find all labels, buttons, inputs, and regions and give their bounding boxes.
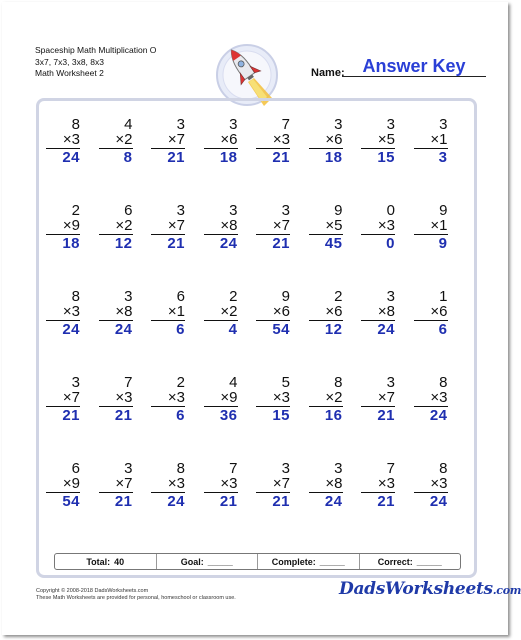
answer: 4 bbox=[228, 321, 238, 338]
multiplicand: 2 bbox=[334, 288, 343, 305]
problem bbox=[46, 461, 80, 509]
answer: 21 bbox=[167, 149, 185, 166]
problem bbox=[151, 117, 185, 165]
worksheet-number: Math Worksheet 2 bbox=[35, 68, 104, 78]
answer: 18 bbox=[324, 149, 343, 166]
multiplier: ×3 bbox=[62, 131, 80, 148]
answer: 9 bbox=[438, 235, 448, 252]
complete-value: _____ bbox=[319, 556, 345, 567]
answer: 6 bbox=[176, 407, 185, 424]
logo-suffix: .com bbox=[492, 584, 521, 597]
answer: 0 bbox=[386, 235, 395, 252]
problem bbox=[204, 289, 238, 337]
problem bbox=[414, 117, 448, 165]
answer: 8 bbox=[123, 149, 133, 166]
problem bbox=[309, 461, 343, 509]
problem bbox=[204, 203, 238, 251]
multiplier: ×1 bbox=[430, 217, 448, 234]
multiplier: ×6 bbox=[220, 131, 238, 148]
multiplicand: 9 bbox=[281, 288, 290, 305]
multiplicand: 8 bbox=[71, 116, 80, 133]
problem bbox=[204, 117, 238, 165]
multiplicand: 6 bbox=[124, 202, 133, 219]
problem bbox=[414, 203, 448, 251]
problem bbox=[309, 289, 343, 337]
total-cell bbox=[55, 554, 156, 569]
multiplicand: 3 bbox=[281, 202, 290, 219]
multiplicand: 3 bbox=[439, 116, 448, 133]
name-label: Name: bbox=[311, 67, 345, 79]
multiplier: ×9 bbox=[62, 217, 80, 234]
problem bbox=[361, 203, 395, 251]
answer: 12 bbox=[114, 235, 133, 252]
multiplier: ×7 bbox=[167, 131, 185, 148]
usage-line: These Math Worksheets are provided for personal, homeschool or classroom use. bbox=[36, 595, 236, 601]
answer: 21 bbox=[272, 235, 290, 252]
multiplicand: 4 bbox=[229, 374, 238, 391]
problem bbox=[46, 289, 80, 337]
correct-cell[interactable] bbox=[359, 554, 461, 569]
multiplier: ×3 bbox=[430, 475, 448, 492]
name-field[interactable] bbox=[342, 56, 486, 77]
correct-value: _____ bbox=[416, 556, 442, 567]
problem bbox=[256, 289, 290, 337]
answer: 18 bbox=[219, 149, 238, 166]
multiplier: ×3 bbox=[272, 131, 290, 148]
multiplicand: 0 bbox=[386, 202, 395, 219]
problem bbox=[256, 461, 290, 509]
multiplier: ×1 bbox=[167, 303, 185, 320]
answer: 15 bbox=[377, 149, 395, 166]
answer: 24 bbox=[429, 407, 448, 424]
worksheet-title: Spaceship Math Multiplication O bbox=[35, 45, 157, 55]
multiplier: ×2 bbox=[325, 389, 343, 406]
multiplier: ×9 bbox=[62, 475, 80, 492]
multiplier: ×7 bbox=[272, 475, 290, 492]
multiplier: ×5 bbox=[377, 131, 395, 148]
multiplier: ×2 bbox=[115, 131, 133, 148]
problem bbox=[46, 117, 80, 165]
answer: 3 bbox=[438, 149, 448, 166]
multiplier: ×6 bbox=[325, 131, 343, 148]
problem bbox=[99, 203, 133, 251]
multiplier: ×6 bbox=[430, 303, 448, 320]
logo-text: DadsWorksheets bbox=[339, 579, 493, 599]
answer: 24 bbox=[62, 321, 80, 338]
answer: 18 bbox=[62, 235, 80, 252]
multiplicand: 3 bbox=[281, 460, 290, 477]
correct-label: Correct: bbox=[377, 556, 413, 567]
multiplier: ×3 bbox=[272, 389, 290, 406]
multiplicand: 3 bbox=[386, 288, 395, 305]
answer: 24 bbox=[62, 149, 80, 166]
multiplicand: 3 bbox=[229, 202, 238, 219]
answer: 21 bbox=[114, 407, 133, 424]
multiplicand: 5 bbox=[281, 374, 290, 391]
multiplicand: 2 bbox=[71, 202, 80, 219]
answer: 12 bbox=[324, 321, 343, 338]
multiplicand: 3 bbox=[176, 202, 185, 219]
answer: 54 bbox=[272, 321, 290, 338]
problem bbox=[256, 117, 290, 165]
multiplier: ×7 bbox=[272, 217, 290, 234]
multiplier: ×3 bbox=[167, 389, 185, 406]
multiplicand: 6 bbox=[71, 460, 80, 477]
answer: 21 bbox=[272, 493, 290, 510]
copyright-notice bbox=[36, 588, 236, 602]
multiplicand: 6 bbox=[176, 288, 185, 305]
answer: 21 bbox=[114, 493, 133, 510]
answer: 21 bbox=[272, 149, 290, 166]
total-label: Total: bbox=[86, 556, 111, 567]
problem bbox=[309, 203, 343, 251]
score-footer bbox=[54, 553, 461, 570]
multiplicand: 8 bbox=[71, 288, 80, 305]
answer: 24 bbox=[429, 493, 448, 510]
multiplicand: 9 bbox=[439, 202, 448, 219]
problem bbox=[414, 461, 448, 509]
multiplicand: 3 bbox=[386, 374, 395, 391]
multiplier: ×7 bbox=[167, 217, 185, 234]
multiplicand: 1 bbox=[439, 288, 448, 305]
problem bbox=[361, 117, 395, 165]
multiplier: ×8 bbox=[325, 475, 343, 492]
problem bbox=[256, 375, 290, 423]
answer: 16 bbox=[324, 407, 343, 424]
answer: 24 bbox=[167, 493, 185, 510]
multiplier: ×1 bbox=[430, 131, 448, 148]
answer: 24 bbox=[324, 493, 343, 510]
multiplier: ×3 bbox=[377, 217, 395, 234]
dadsworksheets-logo[interactable] bbox=[339, 579, 521, 599]
worksheet-header bbox=[35, 45, 156, 80]
answer: 21 bbox=[377, 493, 395, 510]
multiplier: ×6 bbox=[272, 303, 290, 320]
multiplicand: 2 bbox=[176, 374, 185, 391]
multiplicand: 3 bbox=[386, 116, 395, 133]
multiplier: ×2 bbox=[115, 217, 133, 234]
multiplier: ×7 bbox=[62, 389, 80, 406]
multiplier: ×3 bbox=[220, 475, 238, 492]
answer: 21 bbox=[219, 493, 238, 510]
multiplicand: 9 bbox=[334, 202, 343, 219]
problem bbox=[151, 289, 185, 337]
multiplicand: 3 bbox=[124, 460, 133, 477]
problem bbox=[256, 203, 290, 251]
answer: 6 bbox=[438, 321, 448, 338]
goal-value: _____ bbox=[207, 556, 233, 567]
answer: 21 bbox=[377, 407, 395, 424]
problem bbox=[46, 375, 80, 423]
answer: 21 bbox=[62, 407, 80, 424]
multiplier: ×6 bbox=[325, 303, 343, 320]
goal-label: Goal: bbox=[180, 556, 204, 567]
multiplicand: 7 bbox=[229, 460, 238, 477]
problem bbox=[361, 461, 395, 509]
worksheet-facts: 3x7, 7x3, 3x8, 8x3 bbox=[35, 56, 104, 67]
multiplier: ×8 bbox=[115, 303, 133, 320]
multiplicand: 3 bbox=[71, 374, 80, 391]
total-value: 40 bbox=[114, 556, 125, 567]
complete-cell[interactable] bbox=[257, 554, 359, 569]
answer-key-label: Answer Key bbox=[362, 56, 466, 76]
problem bbox=[151, 461, 185, 509]
copyright-line: Copyright © 2008-2018 DadsWorksheets.com bbox=[36, 588, 149, 594]
problem bbox=[361, 375, 395, 423]
multiplicand: 3 bbox=[334, 460, 343, 477]
answer: 21 bbox=[167, 235, 185, 252]
complete-label: Complete: bbox=[271, 556, 316, 567]
multiplicand: 7 bbox=[386, 460, 395, 477]
answer: 45 bbox=[324, 235, 343, 252]
answer: 6 bbox=[176, 321, 185, 338]
multiplicand: 8 bbox=[176, 460, 185, 477]
multiplicand: 3 bbox=[176, 116, 185, 133]
multiplier: ×5 bbox=[325, 217, 343, 234]
answer: 36 bbox=[219, 407, 238, 424]
answer: 24 bbox=[114, 321, 133, 338]
multiplicand: 3 bbox=[334, 116, 343, 133]
problem bbox=[309, 375, 343, 423]
multiplicand: 7 bbox=[124, 374, 133, 391]
problem bbox=[414, 375, 448, 423]
multiplicand: 3 bbox=[229, 116, 238, 133]
problem bbox=[99, 461, 133, 509]
multiplicand: 8 bbox=[439, 374, 448, 391]
answer: 15 bbox=[272, 407, 290, 424]
problem bbox=[151, 375, 185, 423]
multiplicand: 4 bbox=[124, 116, 133, 133]
multiplier: ×3 bbox=[62, 303, 80, 320]
problem bbox=[361, 289, 395, 337]
problem bbox=[99, 117, 133, 165]
multiplier: ×9 bbox=[220, 389, 238, 406]
multiplier: ×3 bbox=[167, 475, 185, 492]
problem bbox=[414, 289, 448, 337]
problem bbox=[204, 375, 238, 423]
problem-grid bbox=[46, 117, 470, 527]
multiplicand: 8 bbox=[334, 374, 343, 391]
multiplier: ×3 bbox=[430, 389, 448, 406]
multiplicand: 7 bbox=[281, 116, 290, 133]
multiplier: ×2 bbox=[220, 303, 238, 320]
worksheet-page bbox=[2, 2, 521, 635]
problem bbox=[151, 203, 185, 251]
problem bbox=[46, 203, 80, 251]
multiplier: ×8 bbox=[220, 217, 238, 234]
answer: 54 bbox=[62, 493, 80, 510]
goal-cell[interactable] bbox=[156, 554, 258, 569]
problem bbox=[99, 375, 133, 423]
problem bbox=[204, 461, 238, 509]
problem bbox=[309, 117, 343, 165]
multiplier: ×7 bbox=[115, 475, 133, 492]
multiplicand: 8 bbox=[439, 460, 448, 477]
answer: 24 bbox=[377, 321, 395, 338]
multiplier: ×3 bbox=[377, 475, 395, 492]
multiplier: ×3 bbox=[115, 389, 133, 406]
multiplier: ×7 bbox=[377, 389, 395, 406]
multiplicand: 3 bbox=[124, 288, 133, 305]
problem bbox=[99, 289, 133, 337]
multiplicand: 2 bbox=[229, 288, 238, 305]
multiplier: ×8 bbox=[377, 303, 395, 320]
answer: 24 bbox=[219, 235, 238, 252]
